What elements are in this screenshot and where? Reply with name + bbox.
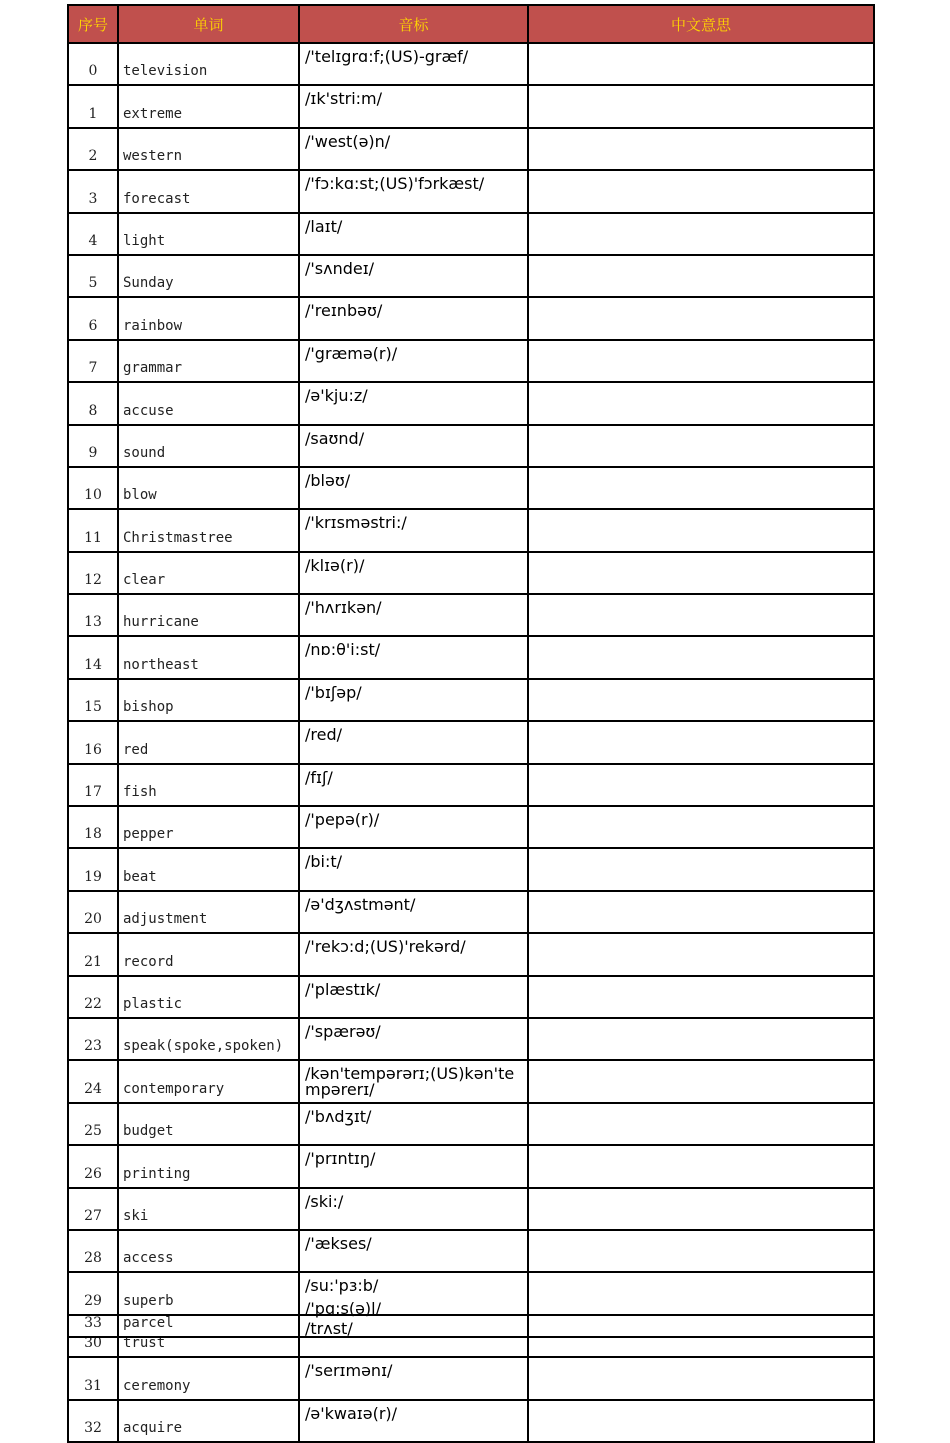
word-cell: pepper [118,806,299,848]
row-number: 17 [68,764,118,806]
table-row [68,1018,874,1060]
word-cell: fish [118,764,299,806]
phonetic-cell: /'prɪntɪŋ/ [299,1145,528,1187]
phonetic-cell: /ə'kju:z/ [299,382,528,424]
table-row [68,891,874,933]
meaning-cell [528,213,874,255]
phonetic-cell: /ski:/ [299,1188,528,1230]
row-number: 27 [68,1188,118,1230]
word-cell: accuse [118,382,299,424]
row-number: 31 [68,1357,118,1399]
meaning-cell [528,1230,874,1272]
table-row [68,1145,874,1187]
row-number: 4 [68,213,118,255]
phonetic-cell: /'serɪmənɪ/ [299,1357,528,1399]
table-row [68,382,874,424]
meaning-cell [528,509,874,551]
table-row [68,594,874,636]
word-cell: speak(spoke,spoken) [118,1018,299,1060]
table-row [68,976,874,1018]
table-row [68,848,874,890]
row-number: 33 [68,1296,118,1337]
word-cell: forecast [118,170,299,212]
meaning-cell [528,1188,874,1230]
word-cell: sound [118,425,299,467]
meaning-cell [528,764,874,806]
phonetic-cell: /'telɪgrɑ:f;(US)-græf/ [299,43,528,85]
meaning-cell [528,340,874,382]
meaning-cell [528,85,874,127]
table-row [68,1230,874,1272]
meaning-cell [528,1296,874,1337]
table-row [68,1400,874,1442]
phonetic-cell: /'græmə(r)/ [299,340,528,382]
phonetic-cell: /'ækses/ [299,1230,528,1272]
table-row [68,170,874,212]
phonetic-cell: /'bʌdʒɪt/ [299,1103,528,1145]
row-number: 21 [68,933,118,975]
phonetic-cell: /su:'pɜ:b/ [299,1272,528,1314]
table-row [68,721,874,763]
phonetic-cell: /laɪt/ [299,213,528,255]
row-number: 29 [68,1272,118,1314]
word-cell: northeast [118,636,299,678]
vocabulary-table-continued [67,1296,875,1338]
phonetic-cell: /bləʊ/ [299,467,528,509]
word-cell: light [118,213,299,255]
word-cell: plastic [118,976,299,1018]
word-cell: ceremony [118,1357,299,1399]
phonetic-cell: /'west(ə)n/ [299,128,528,170]
header-chinese-meaning: 中文意思 [528,5,874,43]
row-number: 0 [68,43,118,85]
table-row [68,340,874,382]
phonetic-cell: /fɪʃ/ [299,764,528,806]
meaning-cell [528,594,874,636]
word-cell: Sunday [118,255,299,297]
table-row [68,255,874,297]
table-row [68,552,874,594]
row-number: 32 [68,1400,118,1442]
table-row [68,85,874,127]
table-row [68,1188,874,1230]
table-row [68,806,874,848]
phonetic-cell: /'reɪnbəʊ/ [299,297,528,339]
row-number: 22 [68,976,118,1018]
table-row [68,43,874,85]
meaning-cell [528,255,874,297]
row-number: 30 [68,1315,118,1357]
word-cell: rainbow [118,297,299,339]
table-body-continued [68,1296,874,1337]
row-number: 2 [68,128,118,170]
table-row [68,636,874,678]
table-row [68,425,874,467]
word-cell: superb [118,1272,299,1314]
row-number: 7 [68,340,118,382]
row-number: 24 [68,1060,118,1102]
phonetic-cell: /bi:t/ [299,848,528,890]
word-cell: Christmastree [118,509,299,551]
row-number: 9 [68,425,118,467]
meaning-cell [528,382,874,424]
table-row [68,509,874,551]
phonetic-cell: /'bɪʃəp/ [299,679,528,721]
meaning-cell [528,679,874,721]
meaning-cell [528,552,874,594]
word-cell: contemporary [118,1060,299,1102]
word-cell: budget [118,1103,299,1145]
row-number: 15 [68,679,118,721]
row-number: 10 [68,467,118,509]
table-row [68,1060,874,1102]
phonetic-cell: /'krɪsməstri:/ [299,509,528,551]
phonetic-cell: /red/ [299,721,528,763]
word-cell: printing [118,1145,299,1187]
phonetic-cell: /klɪə(r)/ [299,552,528,594]
table-row [68,679,874,721]
meaning-cell [528,848,874,890]
meaning-cell [528,1145,874,1187]
table-row [68,1296,874,1337]
header-number: 序号 [68,5,118,43]
row-number: 28 [68,1230,118,1272]
meaning-cell [528,1400,874,1442]
row-number: 12 [68,552,118,594]
meaning-cell [528,128,874,170]
phonetic-cell: /'plæstɪk/ [299,976,528,1018]
word-cell: record [118,933,299,975]
phonetic-cell: /'hʌrɪkən/ [299,594,528,636]
word-cell: beat [118,848,299,890]
table-row [68,297,874,339]
meaning-cell [528,467,874,509]
row-number: 16 [68,721,118,763]
meaning-cell [528,1103,874,1145]
meaning-cell [528,976,874,1018]
meaning-cell [528,1018,874,1060]
table-row [68,764,874,806]
vocabulary-table [67,4,875,1443]
word-cell: clear [118,552,299,594]
phonetic-cell: /'fɔ:kɑ:st;(US)'fɔrkæst/ [299,170,528,212]
row-number: 6 [68,297,118,339]
meaning-cell [528,933,874,975]
row-number: 8 [68,382,118,424]
row-number: 25 [68,1103,118,1145]
meaning-cell [528,806,874,848]
row-number: 18 [68,806,118,848]
phonetic-cell: /'sʌndeɪ/ [299,255,528,297]
phonetic-cell: /trʌst/ [299,1315,528,1357]
header-row [68,5,874,43]
phonetic-cell: /ə'kwaɪə(r)/ [299,1400,528,1442]
table-row [68,1357,874,1399]
word-cell: bishop [118,679,299,721]
row-number: 1 [68,85,118,127]
row-number: 5 [68,255,118,297]
word-cell: grammar [118,340,299,382]
meaning-cell [528,636,874,678]
row-number: 23 [68,1018,118,1060]
row-number: 19 [68,848,118,890]
phonetic-cell: /'pepə(r)/ [299,806,528,848]
meaning-cell [528,297,874,339]
table-row [68,213,874,255]
word-cell: trust [118,1315,299,1357]
header-phonetic: 音标 [299,5,528,43]
header-word: 单词 [118,5,299,43]
meaning-cell [528,1060,874,1102]
word-cell: television [118,43,299,85]
word-cell: extreme [118,85,299,127]
row-number: 13 [68,594,118,636]
word-cell: ski [118,1188,299,1230]
phonetic-cell: /'spærəʊ/ [299,1018,528,1060]
table-row [68,128,874,170]
phonetic-cell: /nɒ:θ'i:st/ [299,636,528,678]
meaning-cell [528,43,874,85]
word-cell: red [118,721,299,763]
table-body [68,43,874,1442]
row-number: 26 [68,1145,118,1187]
word-cell: blow [118,467,299,509]
word-cell: adjustment [118,891,299,933]
word-cell: western [118,128,299,170]
meaning-cell [528,721,874,763]
table-row [68,467,874,509]
word-cell: hurricane [118,594,299,636]
row-number: 20 [68,891,118,933]
word-cell: parcel [118,1296,299,1337]
row-number: 11 [68,509,118,551]
phonetic-cell: /saʊnd/ [299,425,528,467]
phonetic-cell: /ɪk'stri:m/ [299,85,528,127]
phonetic-cell: /'pɑ:s(ə)l/ [299,1296,528,1337]
word-cell: access [118,1230,299,1272]
phonetic-cell: /kən'tempərərɪ;(US)kən'tempərerɪ/ [299,1060,528,1102]
phonetic-cell: /ə'dʒʌstmənt/ [299,891,528,933]
meaning-cell [528,170,874,212]
phonetic-cell: /'rekɔ:d;(US)'rekərd/ [299,933,528,975]
meaning-cell [528,425,874,467]
meaning-cell [528,891,874,933]
row-number: 3 [68,170,118,212]
meaning-cell [528,1357,874,1399]
table-row [68,933,874,975]
table-row [68,1103,874,1145]
row-number: 14 [68,636,118,678]
word-cell: acquire [118,1400,299,1442]
